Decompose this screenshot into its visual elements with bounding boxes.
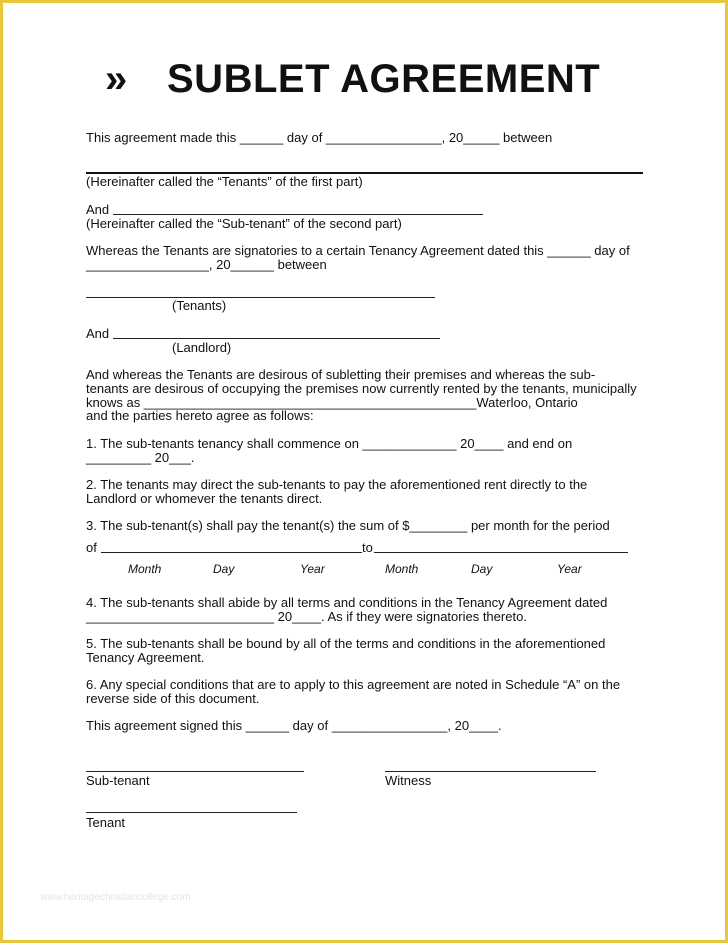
clause-5-line-1: 5. The sub-tenants shall be bound by all of the terms and conditions in the aforementioned [86, 636, 606, 651]
clause-2-line-2: Landlord or whomever the tenants direct. [86, 491, 323, 506]
clause-3-line-1: 3. The sub-tenant(s) shall pay the tenant(s) the sum of $________ per month for the period [86, 518, 610, 533]
and-label-1: And [86, 202, 110, 217]
signed-line: This agreement signed this ______ day of ________________, 20____. [86, 718, 502, 733]
whereas-line-2: _________________, 20______ between [86, 257, 327, 272]
subtenant-second-part: (Hereinafter called the “Sub-tenant” of the second part) [86, 216, 402, 231]
clause-3-to-label: to [362, 540, 373, 555]
and-label-2: And [86, 326, 110, 341]
clause-5-line-2: Tenancy Agreement. [86, 650, 205, 665]
tenant-signature-line [86, 812, 297, 813]
landlord-label: (Landlord) [172, 340, 232, 355]
period-label-year-start: Year [300, 562, 325, 576]
period-start-line [101, 552, 362, 553]
clause-3-of-label: of [86, 540, 97, 555]
intro-line: This agreement made this ______ day of ________________, 20_____ between [86, 130, 553, 145]
subtenant-signature-line [86, 771, 304, 772]
period-label-year-end: Year [557, 562, 582, 576]
parties-agree-line: and the parties hereto agree as follows: [86, 408, 314, 423]
clause-1-line-1: 1. The sub-tenants tenancy shall commence on _____________ 20____ and end on [86, 436, 573, 451]
tenants-name-line [86, 297, 435, 298]
period-label-month-end: Month [385, 562, 419, 576]
clause-6-line-1: 6. Any special conditions that are to apply to this agreement are noted in Schedule “A” on the [86, 677, 621, 692]
whereas-line-1: Whereas the Tenants are signatories to a certain Tenancy Agreement dated this ______ day of [86, 243, 630, 258]
watermark: www.heritagechristiancollege.com [40, 892, 191, 903]
period-label-month-start: Month [128, 562, 162, 576]
clause-4-line-2: __________________________ 20____. As if they were signatories thereto. [86, 609, 527, 624]
tenants-first-part: (Hereinafter called the “Tenants” of the first part) [86, 174, 363, 189]
whereas-sub-line-2: tenants are desirous of occupying the premises now currently rented by the tenants, municipally [86, 381, 637, 396]
period-label-day-end: Day [471, 562, 493, 576]
tenant-signature-label: Tenant [86, 815, 126, 830]
subtenant-name-line [113, 214, 483, 215]
chevron-icon: » [105, 57, 128, 101]
clause-1-line-2: _________ 20___. [86, 450, 195, 465]
tenants-label: (Tenants) [172, 298, 227, 313]
knows-as-line: knows as ______________________________________________Waterloo, Ontario [86, 395, 578, 410]
landlord-name-line [113, 338, 440, 339]
title-text: SUBLET AGREEMENT [167, 57, 601, 101]
whereas-sub-line-1: And whereas the Tenants are desirous of subletting their premises and whereas the sub- [86, 367, 596, 382]
period-label-day-start: Day [213, 562, 235, 576]
document-title [105, 54, 665, 104]
subtenant-signature-label: Sub-tenant [86, 773, 150, 788]
clause-6-line-2: reverse side of this document. [86, 691, 260, 706]
period-end-line [374, 552, 628, 553]
witness-signature-line [385, 771, 596, 772]
clause-4-line-1: 4. The sub-tenants shall abide by all terms and conditions in the Tenancy Agreement dated [86, 595, 608, 610]
clause-2-line-1: 2. The tenants may direct the sub-tenants to pay the aforementioned rent directly to the [86, 477, 588, 492]
witness-signature-label: Witness [385, 773, 432, 788]
